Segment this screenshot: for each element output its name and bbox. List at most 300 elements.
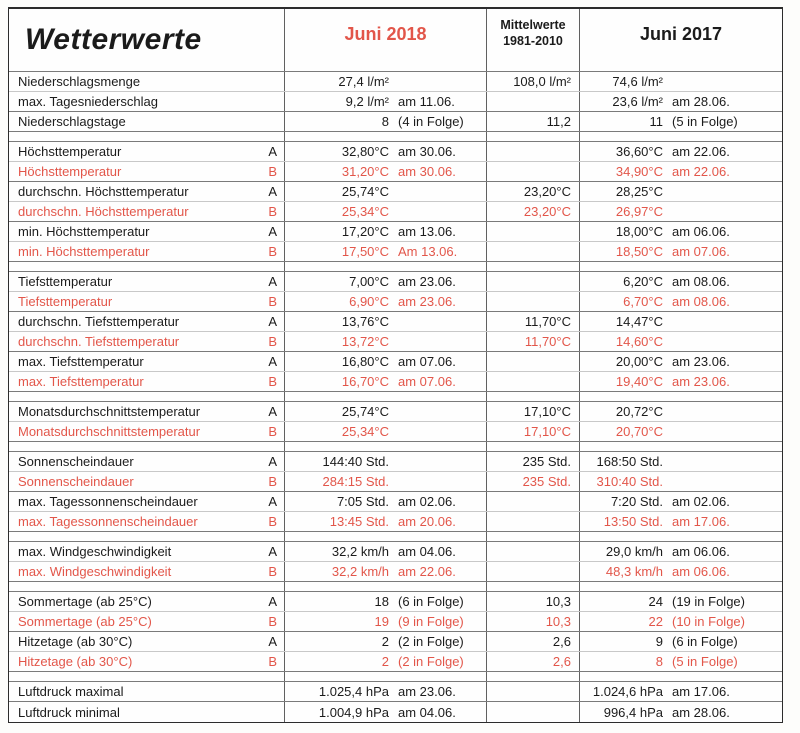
value-cell-juni-2018	[284, 682, 486, 701]
value-2017: 20,00°C	[615, 354, 663, 369]
date-2017: am 08.06.	[672, 294, 730, 309]
date-2017: (10 in Folge)	[672, 614, 745, 629]
gap-cell	[9, 442, 284, 451]
mittelwerte-line1: Mittelwerte	[500, 18, 566, 33]
value-cell-mittelwerte	[486, 222, 579, 241]
value-2017: 29,0 km/h	[605, 544, 663, 559]
gap-cell	[579, 392, 782, 401]
value-cell-juni-2017	[579, 492, 782, 511]
value-cell-juni-2018	[284, 702, 486, 722]
value-mittelwerte: 235 Std.	[522, 474, 571, 489]
label-cell	[9, 472, 284, 491]
label-cell	[9, 332, 284, 351]
value-cell-mittelwerte	[486, 372, 579, 391]
value-2018: 16,70°C	[341, 374, 389, 389]
date-2018: am 13.06.	[398, 224, 456, 239]
row-label: max. Tagesniederschlag	[18, 94, 158, 109]
value-mittelwerte: 17,10°C	[523, 404, 571, 419]
value-cell-juni-2017	[579, 402, 782, 421]
date-2018: am 07.06.	[398, 374, 456, 389]
table-row	[9, 592, 782, 612]
label-cell	[9, 142, 284, 161]
gap-row	[9, 672, 782, 682]
label-cell	[9, 492, 284, 511]
table-row	[9, 492, 782, 512]
table-row	[9, 542, 782, 562]
value-cell-mittelwerte	[486, 682, 579, 701]
row-series-letter: A	[268, 594, 277, 609]
date-2018: am 23.06.	[398, 684, 456, 699]
row-series-letter: A	[268, 274, 277, 289]
gap-cell	[9, 532, 284, 541]
value-cell-juni-2018	[284, 112, 486, 131]
date-2017: am 06.06.	[672, 224, 730, 239]
date-2017: (6 in Folge)	[672, 634, 738, 649]
row-label: Sonnenscheindauer	[18, 454, 134, 469]
value-2018: 2	[381, 654, 389, 669]
table-row	[9, 612, 782, 632]
value-cell-mittelwerte	[486, 272, 579, 291]
date-2018: Am 13.06.	[398, 244, 458, 259]
juni-2018-label: Juni 2018	[344, 23, 427, 44]
row-series-letter: B	[268, 204, 277, 219]
date-2018: am 04.06.	[398, 544, 456, 559]
date-2018: am 04.06.	[398, 704, 456, 720]
row-series-letter: B	[268, 334, 277, 349]
header-title-cell	[9, 9, 284, 71]
label-cell	[9, 242, 284, 261]
value-2018: 13,72°C	[341, 334, 389, 349]
value-cell-juni-2017	[579, 332, 782, 351]
row-label: max. Tagessonnenscheindauer	[18, 514, 198, 529]
mittelwerte-label	[500, 18, 565, 49]
label-cell	[9, 512, 284, 531]
label-cell	[9, 292, 284, 311]
row-label: Niederschlagstage	[18, 114, 126, 129]
date-2017: (19 in Folge)	[672, 594, 745, 609]
value-cell-juni-2017	[579, 162, 782, 181]
table-body	[9, 72, 782, 722]
value-cell-juni-2018	[284, 242, 486, 261]
date-2017: am 22.06.	[672, 164, 730, 179]
value-2018: 13,76°C	[341, 314, 389, 329]
table-row	[9, 452, 782, 472]
table-row	[9, 142, 782, 162]
gap-row	[9, 262, 782, 272]
table-row	[9, 372, 782, 392]
gap-cell	[9, 132, 284, 141]
value-mittelwerte: 2,6	[552, 654, 571, 669]
row-label: Sommertage (ab 25°C)	[18, 594, 152, 609]
table-row	[9, 512, 782, 532]
value-cell-juni-2017	[579, 592, 782, 611]
label-cell	[9, 422, 284, 441]
gap-cell	[284, 392, 486, 401]
gap-row	[9, 392, 782, 402]
value-2017: 48,3 km/h	[605, 564, 663, 579]
gap-cell	[579, 132, 782, 141]
label-cell	[9, 612, 284, 631]
value-2018: 7,00°C	[349, 274, 389, 289]
label-cell	[9, 312, 284, 331]
table-row	[9, 272, 782, 292]
value-cell-juni-2017	[579, 312, 782, 331]
label-cell	[9, 402, 284, 421]
value-2018: 17,50°C	[341, 244, 389, 259]
table-row	[9, 242, 782, 262]
value-2017: 36,60°C	[615, 144, 663, 159]
gap-cell	[579, 442, 782, 451]
label-cell	[9, 222, 284, 241]
value-cell-juni-2018	[284, 492, 486, 511]
date-2018: am 23.06.	[398, 274, 456, 289]
value-cell-juni-2017	[579, 562, 782, 581]
value-2018: 9,2 l/m²	[345, 94, 389, 109]
label-cell	[9, 452, 284, 471]
value-2018: 16,80°C	[341, 354, 389, 369]
value-cell-mittelwerte	[486, 202, 579, 221]
value-cell-mittelwerte	[486, 542, 579, 561]
value-2017: 20,72°C	[615, 404, 663, 419]
date-2018: (9 in Folge)	[398, 614, 464, 629]
value-2017: 14,47°C	[615, 314, 663, 329]
table-row	[9, 162, 782, 182]
value-cell-juni-2017	[579, 512, 782, 531]
table-row	[9, 682, 782, 702]
date-2018: am 22.06.	[398, 564, 456, 579]
date-2017: am 07.06.	[672, 244, 730, 259]
value-cell-juni-2018	[284, 402, 486, 421]
value-mittelwerte: 2,6	[552, 634, 571, 649]
value-cell-juni-2018	[284, 92, 486, 111]
table-row	[9, 352, 782, 372]
row-series-letter: B	[268, 164, 277, 179]
label-cell	[9, 352, 284, 371]
value-cell-juni-2018	[284, 612, 486, 631]
value-cell-juni-2018	[284, 312, 486, 331]
label-cell	[9, 182, 284, 201]
label-cell	[9, 112, 284, 131]
date-2018: am 07.06.	[398, 354, 456, 369]
date-2018: (2 in Folge)	[398, 654, 464, 669]
column-header-mittelwerte	[486, 9, 579, 71]
row-series-letter: B	[268, 564, 277, 579]
value-2017: 11	[649, 114, 663, 129]
value-2017: 9	[655, 634, 663, 649]
value-cell-mittelwerte	[486, 72, 579, 91]
value-cell-juni-2017	[579, 292, 782, 311]
juni-2017-label: Juni 2017	[639, 23, 723, 44]
value-cell-juni-2018	[284, 142, 486, 161]
row-label: Sommertage (ab 25°C)	[18, 614, 152, 629]
value-2018: 17,20°C	[341, 224, 389, 239]
row-label: max. Tagessonnenscheindauer	[18, 494, 198, 509]
gap-cell	[284, 582, 486, 591]
row-series-letter: A	[268, 404, 277, 419]
value-2018: 13:45 Std.	[329, 514, 389, 529]
date-2017: am 17.06.	[672, 684, 730, 699]
row-series-letter: B	[268, 374, 277, 389]
value-2017: 6,20°C	[623, 274, 663, 289]
row-label: Tiefsttemperatur	[18, 274, 113, 289]
value-2017: 996,4 hPa	[603, 704, 663, 720]
date-2017: am 22.06.	[672, 144, 730, 159]
table-row	[9, 632, 782, 652]
value-2017: 28,25°C	[615, 184, 663, 199]
row-series-letter: B	[268, 474, 277, 489]
table-row	[9, 652, 782, 672]
table-row	[9, 402, 782, 422]
value-2018: 31,20°C	[341, 164, 389, 179]
value-mittelwerte: 23,20°C	[523, 184, 571, 199]
value-cell-juni-2018	[284, 452, 486, 471]
date-2017: am 28.06.	[672, 94, 730, 109]
gap-cell	[486, 672, 579, 681]
row-label: Höchsttemperatur	[18, 164, 122, 179]
value-cell-juni-2017	[579, 372, 782, 391]
value-mittelwerte: 108,0 l/m²	[513, 74, 571, 89]
value-cell-mittelwerte	[486, 112, 579, 131]
row-label: Sonnenscheindauer	[18, 474, 134, 489]
gap-cell	[284, 672, 486, 681]
value-mittelwerte: 10,3	[545, 594, 571, 609]
value-2017: 20,70°C	[615, 424, 663, 439]
table-row	[9, 702, 782, 722]
value-2018: 32,80°C	[341, 144, 389, 159]
gap-cell	[9, 262, 284, 271]
row-label: Monatsdurchschnittstemperatur	[18, 404, 201, 419]
date-2017: (5 in Folge)	[672, 654, 738, 669]
value-2018: 1.004,9 hPa	[318, 704, 389, 720]
row-label: Hitzetage (ab 30°C)	[18, 634, 133, 649]
value-2017: 74,6 l/m²	[612, 74, 663, 89]
value-cell-mittelwerte	[486, 562, 579, 581]
row-label: max. Tiefsttemperatur	[18, 374, 144, 389]
value-cell-juni-2018	[284, 542, 486, 561]
date-2018: am 30.06.	[398, 144, 456, 159]
value-cell-juni-2017	[579, 352, 782, 371]
value-mittelwerte: 23,20°C	[523, 204, 571, 219]
row-series-letter: A	[268, 224, 277, 239]
value-cell-mittelwerte	[486, 512, 579, 531]
date-2017: am 08.06.	[672, 274, 730, 289]
value-cell-mittelwerte	[486, 92, 579, 111]
value-cell-juni-2018	[284, 162, 486, 181]
value-cell-mittelwerte	[486, 612, 579, 631]
gap-cell	[486, 582, 579, 591]
value-mittelwerte: 11,70°C	[524, 334, 571, 349]
label-cell	[9, 682, 284, 701]
row-label: Luftdruck maximal	[18, 684, 124, 699]
label-cell	[9, 162, 284, 181]
value-cell-juni-2018	[284, 372, 486, 391]
row-label: Niederschlagsmenge	[18, 74, 141, 89]
value-cell-juni-2018	[284, 652, 486, 671]
table-row	[9, 312, 782, 332]
label-cell	[9, 702, 284, 722]
date-2017: am 28.06.	[672, 704, 730, 720]
value-cell-juni-2017	[579, 682, 782, 701]
value-cell-juni-2017	[579, 202, 782, 221]
value-2017: 26,97°C	[615, 204, 663, 219]
value-2018: 25,34°C	[341, 424, 389, 439]
gap-cell	[486, 392, 579, 401]
value-cell-mittelwerte	[486, 702, 579, 722]
value-cell-mittelwerte	[486, 492, 579, 511]
date-2018: am 11.06.	[398, 94, 455, 109]
row-label: Monatsdurchschnittstemperatur	[18, 424, 201, 439]
date-2017: am 06.06.	[672, 564, 730, 579]
value-mittelwerte: 235 Std.	[522, 454, 571, 469]
row-label: max. Tiefsttemperatur	[18, 354, 144, 369]
value-2017: 13:50 Std.	[603, 514, 663, 529]
date-2018: am 20.06.	[398, 514, 456, 529]
value-cell-juni-2017	[579, 272, 782, 291]
mittelwerte-line2: 1981-2010	[503, 34, 563, 48]
value-cell-juni-2017	[579, 92, 782, 111]
row-series-letter: A	[268, 144, 277, 159]
value-cell-juni-2018	[284, 332, 486, 351]
row-series-letter: B	[268, 294, 277, 309]
value-2018: 144:40 Std.	[322, 454, 389, 469]
row-series-letter: B	[268, 514, 277, 529]
value-2017: 23,6 l/m²	[612, 94, 663, 109]
value-cell-mittelwerte	[486, 402, 579, 421]
value-mittelwerte: 17,10°C	[523, 424, 571, 439]
gap-cell	[284, 132, 486, 141]
label-cell	[9, 272, 284, 291]
table-row	[9, 72, 782, 92]
date-2017: am 23.06.	[672, 354, 730, 369]
value-2018: 6,90°C	[349, 294, 389, 309]
row-series-letter: B	[268, 654, 277, 669]
row-series-letter: A	[268, 354, 277, 369]
value-cell-juni-2017	[579, 142, 782, 161]
value-cell-juni-2017	[579, 632, 782, 651]
table-row	[9, 422, 782, 442]
table-row	[9, 92, 782, 112]
value-2018: 19	[374, 614, 389, 629]
label-cell	[9, 372, 284, 391]
value-2017: 310:40 Std.	[596, 474, 663, 489]
value-cell-juni-2017	[579, 112, 782, 131]
gap-cell	[579, 532, 782, 541]
value-cell-mittelwerte	[486, 652, 579, 671]
table-row	[9, 182, 782, 202]
table-row	[9, 202, 782, 222]
value-cell-mittelwerte	[486, 352, 579, 371]
gap-row	[9, 532, 782, 542]
value-2018: 25,34°C	[341, 204, 389, 219]
value-2018: 1.025,4 hPa	[318, 684, 389, 699]
value-2017: 34,90°C	[615, 164, 663, 179]
gap-cell	[284, 262, 486, 271]
date-2018: am 30.06.	[398, 164, 456, 179]
gap-cell	[284, 442, 486, 451]
value-cell-juni-2018	[284, 422, 486, 441]
gap-cell	[486, 262, 579, 271]
gap-cell	[579, 262, 782, 271]
value-2017: 14,60°C	[615, 334, 663, 349]
column-header-juni-2017	[579, 9, 782, 71]
date-2017: am 02.06.	[672, 494, 730, 509]
gap-cell	[9, 672, 284, 681]
label-cell	[9, 562, 284, 581]
value-cell-mittelwerte	[486, 592, 579, 611]
value-2018: 18	[374, 594, 389, 609]
table-row	[9, 292, 782, 312]
table-row	[9, 112, 782, 132]
value-cell-juni-2018	[284, 222, 486, 241]
row-label: max. Windgeschwindigkeit	[18, 544, 172, 559]
date-2018: am 23.06.	[398, 294, 456, 309]
label-cell	[9, 592, 284, 611]
row-label: min. Höchsttemperatur	[18, 224, 150, 239]
gap-row	[9, 132, 782, 142]
row-series-letter: A	[268, 454, 277, 469]
date-2018: am 02.06.	[398, 494, 456, 509]
value-2017: 22	[648, 614, 663, 629]
value-cell-juni-2017	[579, 182, 782, 201]
value-cell-juni-2017	[579, 612, 782, 631]
value-2017: 24	[648, 594, 663, 609]
value-2018: 32,2 km/h	[331, 544, 389, 559]
label-cell	[9, 632, 284, 651]
gap-row	[9, 582, 782, 592]
value-2018: 25,74°C	[341, 184, 389, 199]
value-mittelwerte: 11,70°C	[524, 314, 571, 329]
value-2018: 7:05 Std.	[336, 494, 389, 509]
column-header-juni-2018	[284, 9, 486, 71]
value-cell-mittelwerte	[486, 632, 579, 651]
row-series-letter: A	[268, 544, 277, 559]
value-2017: 1.024,6 hPa	[592, 684, 663, 699]
value-cell-juni-2018	[284, 632, 486, 651]
value-2017: 6,70°C	[623, 294, 663, 309]
value-2017: 168:50 Std.	[596, 454, 663, 469]
row-series-letter: B	[268, 614, 277, 629]
row-series-letter: A	[268, 634, 277, 649]
row-series-letter: B	[268, 244, 277, 259]
gap-cell	[579, 672, 782, 681]
date-2017: (5 in Folge)	[672, 114, 738, 129]
value-cell-juni-2017	[579, 242, 782, 261]
table-header-row	[9, 9, 782, 72]
value-cell-mittelwerte	[486, 332, 579, 351]
value-cell-juni-2018	[284, 182, 486, 201]
row-label: durchschn. Tiefsttemperatur	[18, 314, 180, 329]
value-cell-juni-2018	[284, 352, 486, 371]
value-cell-juni-2017	[579, 72, 782, 91]
row-label: Hitzetage (ab 30°C)	[18, 654, 133, 669]
value-cell-mittelwerte	[486, 292, 579, 311]
label-cell	[9, 202, 284, 221]
value-cell-juni-2018	[284, 592, 486, 611]
date-2017: am 23.06.	[672, 374, 730, 389]
label-cell	[9, 92, 284, 111]
row-series-letter: A	[268, 314, 277, 329]
value-cell-juni-2017	[579, 222, 782, 241]
row-label: Luftdruck minimal	[18, 704, 120, 720]
gap-cell	[9, 392, 284, 401]
value-cell-mittelwerte	[486, 452, 579, 471]
label-cell	[9, 652, 284, 671]
page-title: Wetterwerte	[25, 23, 202, 56]
value-2017: 18,00°C	[615, 224, 663, 239]
gap-cell	[284, 532, 486, 541]
value-2018: 25,74°C	[341, 404, 389, 419]
value-cell-juni-2018	[284, 72, 486, 91]
